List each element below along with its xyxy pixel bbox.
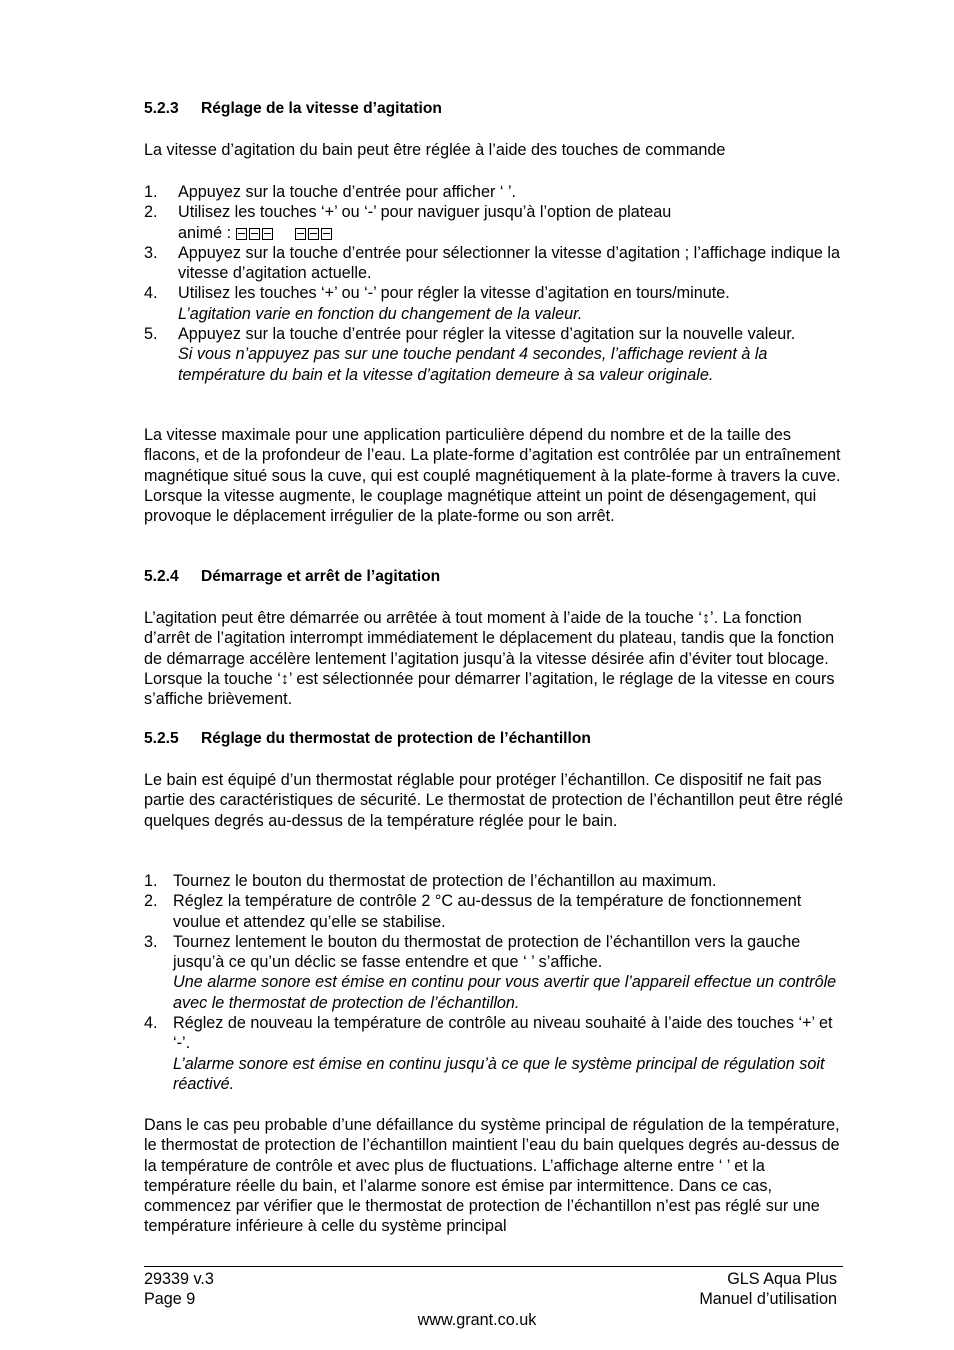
list-item: 2. Réglez la température de contrôle 2 °C au-dessus de la température de fonctionnement voulue et attendez qu’elle se stabilise. — [144, 892, 802, 931]
list-item: 1. Tournez le bouton du thermostat de protection de l’échantillon au maximum. — [144, 872, 717, 890]
list-item: 4. Utilisez les touches ‘+’ ou ‘-’ pour régler la vitesse d’agitation en tours/minute. L’agitation varie en fonction du changement de la valeur. — [144, 284, 730, 323]
section-heading-5-2-3: 5.2.3 Réglage de la vitesse d’agitation — [144, 100, 442, 117]
display-segments-icon — [236, 223, 275, 243]
list-item: 1. Appuyez sur la touche d’entrée pour afficher ‘ ’. — [144, 183, 517, 201]
note: L’alarme sonore est émise en continu jusqu’à ce que le système principal de régulation soit réactivé. — [173, 1054, 825, 1093]
paragraph: La vitesse maximale pour une application particulière dépend du nombre et de la taille des flacons, et de la profondeur de l’eau. La plate-forme d’agitation est contrôlée par un entraînement magnétique situé sous la cuve, qui est couplé magnétiquement à la plate-forme à travers la cuve. Lorsque la vitesse augmente, le couplage magnétique atteint un point de désengagement, qui provoque le déplacement irrégulier de la plate-forme ou son arrêt. — [144, 426, 841, 526]
steps-list-5-2-3 — [144, 182, 844, 385]
section-heading-5-2-5: 5.2.5 Réglage du thermostat de protection de l’échantillon — [144, 730, 591, 747]
paragraph: Dans le cas peu probable d’une défaillance du système principal de régulation de la température, le thermostat de protection de l’échantillon maintient l’eau du bain quelques degrés au-dessus de la température de contrôle et avec plus de fluctuations. L’affichage alterne entre ‘ ’ et la température réelle du bain, et l’alarme sonore est émise par intermittence. Dans ce cas, commencez par vérifier que le thermostat de protection de l’échantillon n’est pas réglé sur une température inférieure à celle du système principal — [144, 1116, 840, 1236]
note: Si vous n’appuyez pas sur une touche pendant 4 secondes, l’affichage revient à la température du bain et la vitesse d’agitation demeure à sa valeur originale. — [178, 345, 768, 384]
list-item: 3. Tournez lentement le bouton du thermostat de protection de l’échantillon vers la gauche jusqu’à ce qu’un déclic se fasse entendre et que ‘ ’ s’affiche. Une alarme sonore est émise en continu pour vous avertir que l’appareil effectue un contrôle avec le thermostat de protection de l’échantillon. — [144, 932, 837, 1012]
footer-product: GLS Aqua Plus — [727, 1270, 837, 1288]
steps-list-5-2-5 — [144, 871, 844, 1094]
footer-page-number: Page 9 — [144, 1290, 196, 1308]
note: Une alarme sonore est émise en continu pour vous avertir que l’appareil effectue un contrôle avec le thermostat de protection de l’échantillon. — [173, 973, 837, 1012]
footer-manual: Manuel d’utilisation — [699, 1290, 837, 1308]
section-heading-5-2-4: 5.2.4 Démarrage et arrêt de l’agitation — [144, 568, 441, 585]
list-item: 5. Appuyez sur la touche d’entrée pour régler la vitesse d’agitation sur la nouvelle valeur. Si vous n’appuyez pas sur une touche pendant 4 secondes, l’affichage revient à la température du bain et la vitesse d’agitation demeure à sa valeur originale. — [144, 325, 796, 384]
display-segments-icon — [295, 223, 334, 243]
list-item: 3. Appuyez sur la touche d’entrée pour sélectionner la vitesse d’agitation ; l’affichage indique la vitesse d’agitation actuelle. — [144, 243, 841, 283]
paragraph: L’agitation peut être démarrée ou arrêtée à tout moment à l’aide de la touche ‘↕’. La fonction d’arrêt de l’agitation interrompt immédiatement le déplacement du plateau, tandis que la fonction de démarrage accélère lentement l’agitation jusqu’à la vitesse désirée afin d’éviter tout blocage. Lorsque la touche ‘↕’ est sélectionnée pour démarrer l’agitation, le réglage de la vitesse en cours s’affiche brièvement. — [144, 609, 835, 709]
paragraph: La vitesse d’agitation du bain peut être réglée à l’aide des touches de commande — [144, 141, 726, 159]
paragraph: Le bain est équipé d’un thermostat réglable pour protéger l’échantillon. Ce dispositif ne fait pas partie des caractéristiques de sécurité. Le thermostat de protection de l’échantillon peut être réglé quelques degrés au-dessus de la température réglée pour le bain. — [144, 771, 844, 830]
footer-divider — [144, 1266, 843, 1267]
footer-url: www.grant.co.uk — [417, 1311, 537, 1329]
list-item: 4. Réglez de nouveau la température de contrôle au niveau souhaité à l’aide des touches ‘+’ et ‘-’. L’alarme sonore est émise en continu jusqu’à ce que le système principal de régulation soit réactivé. — [144, 1014, 833, 1093]
list-item: 2. Utilisez les touches ‘+’ ou ‘-’ pour naviguer jusqu’à l’option de plateau animé : — [144, 203, 672, 242]
footer-doc-ref: 29339 v.3 — [144, 1270, 214, 1288]
note: L’agitation varie en fonction du changement de la valeur. — [178, 304, 583, 323]
